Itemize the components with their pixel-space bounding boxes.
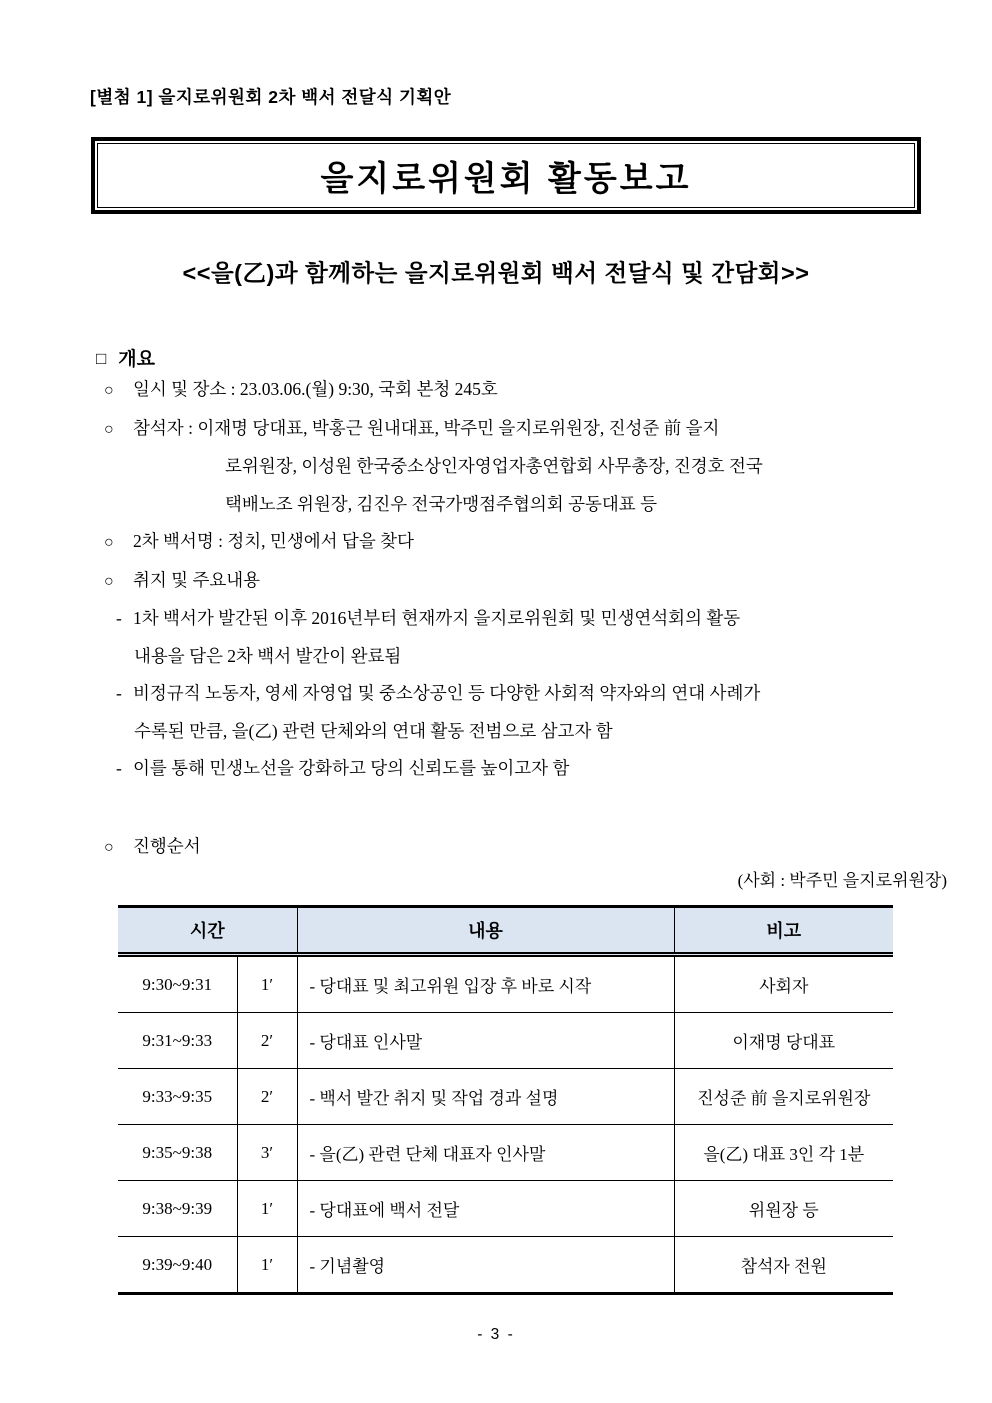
cell-note: 위원장 등 (674, 1181, 893, 1237)
overview-line (0, 523, 905, 562)
cell-time: 9:31~9:33 (118, 1013, 237, 1069)
cell-content: - 을(乙) 관련 단체 대표자 인사말 (297, 1125, 674, 1181)
overview-line-text: 일시 및 장소 : 23.03.06.(월) 9:30, 국회 본청 245호 (133, 379, 498, 399)
cell-duration: 2′ (237, 1069, 297, 1125)
overview-line-text: 참석자 : 이재명 당대표, 박홍근 원내대표, 박주민 을지로위원장, 진성준 前 을지 (133, 417, 720, 438)
title-box-inner-border (97, 143, 915, 208)
cell-content: - 백서 발간 취지 및 작업 경과 설명 (297, 1069, 674, 1125)
col-header-time: 시간 (118, 907, 297, 955)
schedule-table-body (118, 955, 893, 1294)
overview-heading (96, 344, 155, 371)
overview-line-text: 내용을 담은 2차 백서 발간이 완료됨 (134, 645, 402, 666)
overview-line (0, 675, 905, 713)
cell-duration: 3′ (237, 1125, 297, 1181)
table-row (118, 1125, 893, 1181)
cell-note: 이재명 당대표 (674, 1013, 893, 1069)
table-row (118, 955, 893, 1013)
cell-content: - 당대표 및 최고위원 입장 후 바로 시작 (297, 955, 674, 1013)
col-header-note: 비고 (674, 907, 893, 955)
overview-line-text: 2차 백서명 : 정치, 민생에서 답을 찾다 (133, 531, 414, 551)
overview-heading-label: 개요 (118, 349, 155, 370)
dash-bullet-icon: - (116, 683, 122, 703)
cell-time: 9:39~9:40 (118, 1237, 237, 1294)
circle-bullet-icon: ○ (104, 420, 114, 438)
cell-content: - 기념촬영 (297, 1237, 674, 1294)
cell-time: 9:33~9:35 (118, 1069, 237, 1125)
schedule-table-header (118, 907, 893, 955)
dash-bullet-icon: - (116, 608, 122, 628)
cell-note: 을(乙) 대표 3인 각 1분 (674, 1125, 893, 1181)
col-header-content: 내용 (297, 907, 674, 955)
overview-line-text: 1차 백서가 발간된 이후 2016년부터 현재까지 을지로위원회 및 민생연석회의 활동 (133, 608, 741, 628)
square-bullet-icon: □ (96, 349, 107, 368)
schedule-heading (104, 828, 201, 867)
cell-time: 9:35~9:38 (118, 1125, 237, 1181)
overview-line-text: 로위원장, 이성원 한국중소상인자영업자총연합회 사무총장, 진경호 전국 (225, 456, 763, 476)
table-row (118, 1069, 893, 1125)
table-row (118, 1013, 893, 1069)
circle-bullet-icon: ○ (104, 572, 114, 590)
overview-line (0, 750, 905, 788)
circle-bullet-icon: ○ (104, 382, 114, 399)
overview-line-text: 수록된 만큼, 을(乙) 관련 단체와의 연대 활동 전범으로 삼고자 함 (134, 720, 613, 741)
overview-line (0, 713, 905, 751)
header-row (118, 907, 893, 955)
overview-line (0, 600, 905, 638)
dash-bullet-icon: - (116, 758, 122, 778)
overview-line (0, 562, 905, 601)
schedule-heading-label: 진행순서 (133, 836, 201, 856)
page-title: 을지로위원회 활동보고 (320, 160, 692, 198)
title-box (91, 137, 921, 214)
cell-note: 사회자 (674, 955, 893, 1013)
circle-bullet-icon: ○ (104, 839, 114, 856)
schedule-table (118, 905, 893, 1295)
subtitle: <<을(乙)과 함께하는 을지로위원회 백서 전달식 및 간담회>> (182, 260, 810, 286)
cell-duration: 1′ (237, 955, 297, 1013)
overview-line-text: 취지 및 주요내용 (133, 569, 261, 590)
moderator-note: (사회 : 박주민 을지로위원장) (737, 871, 947, 890)
overview-body (0, 371, 905, 788)
overview-line (0, 638, 905, 676)
table-row (118, 1181, 893, 1237)
overview-line (0, 371, 905, 410)
cell-content: - 당대표에 백서 전달 (297, 1181, 674, 1237)
cell-note: 참석자 전원 (674, 1237, 893, 1294)
cell-duration: 1′ (237, 1237, 297, 1294)
cell-time: 9:30~9:31 (142, 974, 213, 994)
cell-note: 진성준 前 을지로위원장 (674, 1069, 893, 1125)
attachment-label: [별첨 1] 을지로위원회 2차 백서 전달식 기획안 (90, 87, 452, 107)
cell-duration: 2′ (237, 1013, 297, 1069)
overview-line (0, 486, 905, 524)
cell-duration: 1′ (237, 1181, 297, 1237)
overview-line (0, 448, 905, 486)
table-row (118, 1237, 893, 1294)
page-number: - 3 - (477, 1326, 515, 1343)
overview-line-text: 비정규직 노동자, 영세 자영업 및 중소상공인 등 다양한 사회적 약자와의 연대 사례가 (133, 683, 761, 703)
overview-line-text: 택배노조 위원장, 김진우 전국가맹점주협의회 공동대표 등 (225, 493, 657, 514)
circle-bullet-icon: ○ (104, 534, 114, 551)
cell-content: - 당대표 인사말 (297, 1013, 674, 1069)
overview-line-text: 이를 통해 민생노선을 강화하고 당의 신뢰도를 높이고자 함 (133, 758, 570, 778)
cell-time: 9:38~9:39 (118, 1181, 237, 1237)
overview-line (0, 410, 905, 449)
